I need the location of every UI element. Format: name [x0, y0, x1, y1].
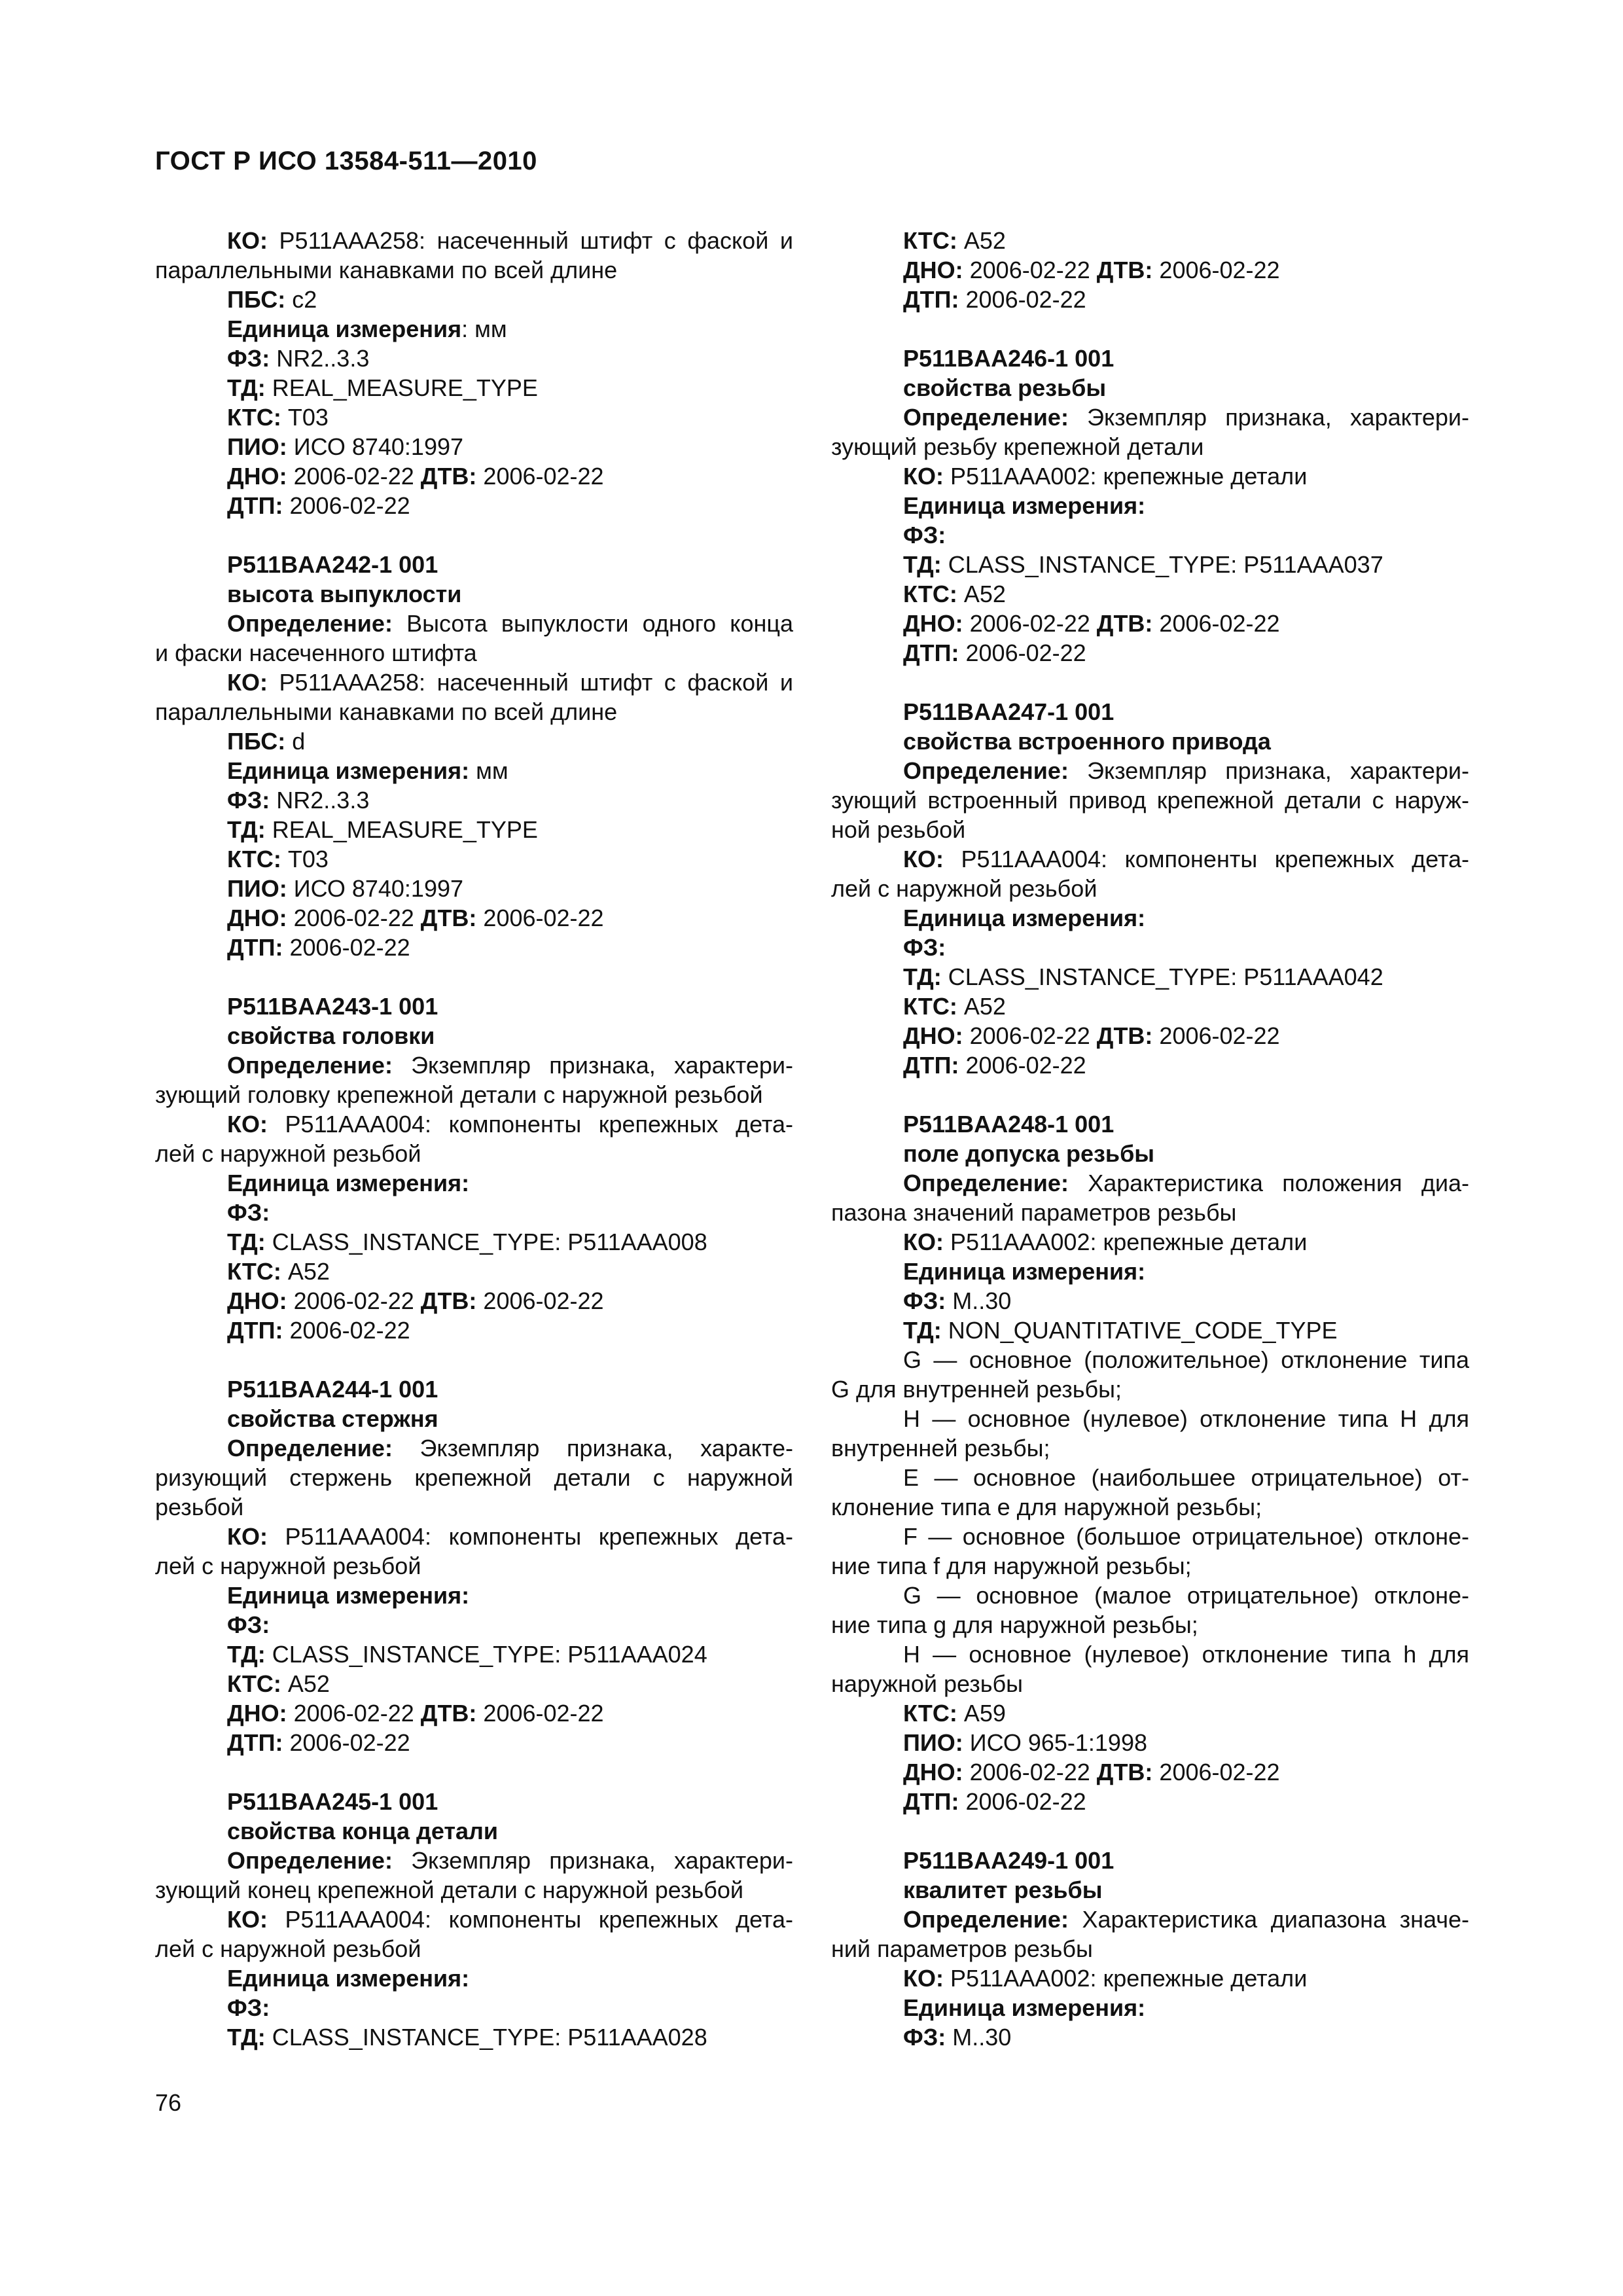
- text-line: зующий головку крепежной детали с наружной резьбой: [155, 1081, 763, 1108]
- field-value: Экземпляр признака, характе-: [392, 1435, 793, 1462]
- field-line: [155, 344, 793, 373]
- field-label: Определение:: [903, 404, 1069, 431]
- field-value: NR2..3.3: [270, 787, 370, 814]
- dates-line: [155, 1286, 793, 1316]
- field-label: КО:: [227, 1111, 268, 1138]
- field-value: 2006-02-22: [476, 905, 604, 931]
- field-value: Р511ААА002: крепежные детали: [943, 1965, 1308, 1992]
- entry-spacer: [831, 668, 1469, 697]
- field-label: ФЗ:: [227, 1994, 270, 2021]
- field-line: [831, 226, 1469, 255]
- field-value: Р511ААА258: насеченный штифт с фаской и: [267, 669, 793, 696]
- dates-line: [831, 255, 1469, 285]
- field-value: 2006-02-22: [963, 1022, 1097, 1049]
- field-label: Единица измерения:: [227, 1170, 470, 1196]
- field-label: ФЗ:: [227, 787, 270, 814]
- field-line: [831, 1993, 1469, 2022]
- field-line: [155, 491, 793, 520]
- field-line: [155, 2022, 793, 2052]
- field-value: А52: [957, 993, 1006, 1020]
- entry-spacer: [155, 520, 793, 550]
- field-label: ДТВ:: [1096, 257, 1153, 283]
- entry-spacer: [155, 962, 793, 992]
- field-value: 2006-02-22: [287, 1700, 421, 1727]
- field-value: Р511ААА004: компоненты крепежных дета-: [267, 1111, 793, 1138]
- field-value: А59: [957, 1700, 1006, 1727]
- field-value: мм: [469, 757, 508, 784]
- field-value: CLASS_INSTANCE_TYPE: P511AAA042: [941, 963, 1383, 990]
- field-label: КО:: [227, 1906, 268, 1933]
- field-value: 2006-02-22: [287, 463, 421, 490]
- field-line: [155, 1522, 793, 1551]
- field-line: [831, 1227, 1469, 1257]
- field-label: ФЗ:: [903, 934, 946, 961]
- entry-heading: свойства встроенного привода: [903, 728, 1271, 755]
- entry-heading: P511BAA242-1 001: [227, 551, 438, 578]
- field-line: [155, 403, 793, 432]
- field-label: ДТВ:: [420, 463, 477, 490]
- entry-spacer: [155, 1757, 793, 1787]
- field-line: [831, 1905, 1469, 1934]
- field-label: Единица измерения:: [903, 905, 1146, 931]
- field-label: ДТП:: [903, 639, 959, 666]
- field-value: ИСО 965-1:1998: [963, 1729, 1147, 1756]
- field-value: А52: [281, 1258, 330, 1285]
- field-line: [155, 1846, 793, 1875]
- text-line: клонение типа e для наружной резьбы;: [831, 1494, 1262, 1520]
- field-line: [155, 844, 793, 874]
- field-label: КО:: [227, 669, 268, 696]
- field-label: КТС:: [903, 993, 957, 1020]
- field-line: [155, 226, 793, 255]
- field-label: ПИО:: [227, 433, 287, 460]
- field-value: 2006-02-22: [959, 1052, 1086, 1079]
- text-line: лей с наружной резьбой: [155, 1140, 421, 1167]
- field-line: [155, 1227, 793, 1257]
- field-line: [831, 1257, 1469, 1286]
- text-line: зующий конец крепежной детали с наружной резьбой: [155, 1876, 743, 1903]
- field-value: А52: [281, 1670, 330, 1697]
- field-value: 2006-02-22: [283, 934, 410, 961]
- field-value: c2: [285, 286, 317, 313]
- text-line: лей с наружной резьбой: [155, 1935, 421, 1962]
- field-value: Р511ААА002: крепежные детали: [943, 1229, 1308, 1255]
- entry-spacer: [155, 1345, 793, 1374]
- field-line: [155, 874, 793, 903]
- field-value: А52: [957, 581, 1006, 607]
- field-label: ДНО:: [227, 1700, 287, 1727]
- field-label: ФЗ:: [227, 345, 270, 372]
- field-value: REAL_MEASURE_TYPE: [265, 816, 538, 843]
- field-line: [831, 403, 1469, 432]
- field-line: [155, 726, 793, 756]
- field-line: [155, 1109, 793, 1139]
- text-line: зующий резьбу крепежной детали: [831, 433, 1204, 460]
- field-label: ТД:: [227, 1229, 266, 1255]
- field-line: [831, 1050, 1469, 1080]
- text-line: пазона значений параметров резьбы: [831, 1199, 1237, 1226]
- text-line: ний параметров резьбы: [831, 1935, 1093, 1962]
- entry-spacer: [831, 1080, 1469, 1109]
- field-label: ДТВ:: [1096, 610, 1153, 637]
- field-label: ДНО:: [227, 1287, 287, 1314]
- field-label: Определение:: [227, 610, 393, 637]
- field-line: [155, 1728, 793, 1757]
- right-column: [831, 226, 1469, 2052]
- field-line: [155, 815, 793, 844]
- field-label: КО:: [903, 463, 944, 490]
- field-value: CLASS_INSTANCE_TYPE: P511AAA024: [265, 1641, 707, 1668]
- field-label: ДТВ:: [420, 1700, 477, 1727]
- field-value: 2006-02-22: [476, 1287, 604, 1314]
- entry-spacer: [831, 314, 1469, 344]
- field-label: ФЗ:: [227, 1611, 270, 1638]
- entry-heading: свойства резьбы: [903, 374, 1107, 401]
- field-label: КТС:: [903, 1700, 957, 1727]
- field-label: ДТП:: [227, 492, 283, 519]
- field-value: 2006-02-22: [287, 905, 421, 931]
- field-label: ДТВ:: [1096, 1022, 1153, 1049]
- field-line: [831, 520, 1469, 550]
- field-label: Единица измерения:: [903, 1258, 1146, 1285]
- field-label: Единица измерения:: [227, 1965, 470, 1992]
- field-label: Единица измерения:: [227, 757, 470, 784]
- field-line: [831, 1964, 1469, 1993]
- entry-heading: свойства головки: [227, 1022, 435, 1049]
- dates-line: [155, 461, 793, 491]
- field-line: [155, 1168, 793, 1198]
- field-label: КО:: [903, 846, 944, 872]
- field-label: Единица измерения:: [903, 1994, 1146, 2021]
- text-line: параллельными канавками по всей длине: [155, 257, 618, 283]
- field-label: Единица измерения:: [227, 1582, 470, 1609]
- field-value: 2006-02-22: [959, 639, 1086, 666]
- field-line: [155, 373, 793, 403]
- text-line: F — основное (большое отрицательное) отклоне-: [903, 1523, 1469, 1550]
- field-label: ДТП:: [227, 934, 283, 961]
- dates-line: [831, 1757, 1469, 1787]
- field-value: Характеристика положения диа-: [1068, 1170, 1469, 1196]
- field-line: [155, 1964, 793, 1993]
- field-label: ФЗ:: [227, 1199, 270, 1226]
- field-line: [155, 1669, 793, 1698]
- field-label: ДНО:: [227, 905, 287, 931]
- entry-heading: P511BAA243-1 001: [227, 993, 438, 1020]
- field-value: 2006-02-22: [476, 1700, 604, 1727]
- field-value: 2006-02-22: [1152, 1022, 1280, 1049]
- field-line: [831, 1316, 1469, 1345]
- field-label: ДНО:: [903, 1759, 963, 1785]
- field-label: Определение:: [903, 1170, 1069, 1196]
- entry-heading: свойства стержня: [227, 1405, 438, 1432]
- field-label: ПИО:: [227, 875, 287, 902]
- text-line: H — основное (нулевое) отклонение типа H для: [903, 1405, 1469, 1432]
- page-number: 76: [155, 2089, 182, 2116]
- field-value: ИСО 8740:1997: [287, 433, 464, 460]
- text-line: наружной резьбы: [831, 1670, 1024, 1697]
- field-label: ПБС:: [227, 286, 286, 313]
- field-line: [155, 933, 793, 962]
- field-line: [155, 1993, 793, 2022]
- field-label: ТД:: [227, 2024, 266, 2051]
- field-value: ИСО 8740:1997: [287, 875, 464, 902]
- field-line: [155, 1316, 793, 1345]
- field-line: [155, 1050, 793, 1080]
- field-label: ФЗ:: [903, 522, 946, 548]
- entry-spacer: [831, 1816, 1469, 1846]
- field-value: M..30: [946, 1287, 1012, 1314]
- entry-heading: P511BAA249-1 001: [903, 1847, 1115, 1874]
- field-value: Р511ААА004: компоненты крепежных дета-: [267, 1523, 793, 1550]
- field-value: NR2..3.3: [270, 345, 370, 372]
- field-line: [155, 1905, 793, 1934]
- field-label: Определение:: [227, 1052, 393, 1079]
- text-line: параллельными канавками по всей длине: [155, 698, 618, 725]
- field-line: [831, 1286, 1469, 1316]
- field-value: Р511ААА002: крепежные детали: [943, 463, 1308, 490]
- field-value: 2006-02-22: [283, 1317, 410, 1344]
- field-line: [831, 550, 1469, 579]
- dates-line: [155, 903, 793, 933]
- field-value: Р511ААА004: компоненты крепежных дета-: [943, 846, 1469, 872]
- field-value: CLASS_INSTANCE_TYPE: P511AAA037: [941, 551, 1383, 578]
- dates-line: [831, 1021, 1469, 1050]
- field-value: NON_QUANTITATIVE_CODE_TYPE: [941, 1317, 1338, 1344]
- text-line: ризующий стержень крепежной детали с наружной: [155, 1464, 793, 1491]
- field-label: КТС:: [227, 1670, 281, 1697]
- text-line: и фаски насеченного штифта: [155, 639, 477, 666]
- entry-heading: квалитет резьбы: [903, 1876, 1103, 1903]
- entry-heading: P511BAA247-1 001: [903, 698, 1115, 725]
- field-value: Т03: [281, 846, 329, 872]
- field-label: КО:: [903, 1229, 944, 1255]
- field-value: CLASS_INSTANCE_TYPE: P511AAA028: [265, 2024, 707, 2051]
- field-value: 2006-02-22: [1152, 257, 1280, 283]
- field-label: Единица измерения: [227, 315, 462, 342]
- field-label: ДТП:: [227, 1317, 283, 1344]
- field-label: ДТП:: [227, 1729, 283, 1756]
- field-value: Р511ААА258: насеченный штифт с фаской и: [267, 227, 793, 254]
- field-value: 2006-02-22: [959, 1788, 1086, 1815]
- field-label: КО:: [903, 1965, 944, 1992]
- field-value: 2006-02-22: [963, 610, 1097, 637]
- field-line: [831, 638, 1469, 668]
- entry-heading: P511BAA244-1 001: [227, 1376, 438, 1403]
- field-line: [831, 1168, 1469, 1198]
- entry-heading: P511BAA246-1 001: [903, 345, 1115, 372]
- field-label: ТД:: [903, 551, 942, 578]
- field-label: ПИО:: [903, 1729, 963, 1756]
- field-label: Определение:: [903, 757, 1069, 784]
- field-label: ДТВ:: [420, 1287, 477, 1314]
- dates-line: [155, 1698, 793, 1728]
- field-value: 2006-02-22: [283, 1729, 410, 1756]
- field-label: ТД:: [227, 816, 266, 843]
- field-value: CLASS_INSTANCE_TYPE: P511AAA008: [265, 1229, 707, 1255]
- text-line: резьбой: [155, 1494, 244, 1520]
- field-line: [155, 1198, 793, 1227]
- text-line: G для внутренней резьбы;: [831, 1376, 1122, 1403]
- field-line: [831, 2022, 1469, 2052]
- field-label: ТД:: [903, 1317, 942, 1344]
- field-line: [155, 1640, 793, 1669]
- field-line: [831, 992, 1469, 1021]
- field-value: M..30: [946, 2024, 1012, 2051]
- field-value: Т03: [281, 404, 329, 431]
- entry-heading: поле допуска резьбы: [903, 1140, 1155, 1167]
- field-line: [155, 668, 793, 697]
- field-value: Экземпляр признака, характери-: [392, 1052, 793, 1079]
- text-line: ние типа g для наружной резьбы;: [831, 1611, 1198, 1638]
- text-line: ние типа f для наружной резьбы;: [831, 1552, 1192, 1579]
- field-line: [831, 1728, 1469, 1757]
- field-value: 2006-02-22: [959, 286, 1086, 313]
- field-line: [155, 785, 793, 815]
- entry-heading: P511BAA248-1 001: [903, 1111, 1115, 1138]
- field-label: ФЗ:: [903, 2024, 946, 2051]
- field-value: REAL_MEASURE_TYPE: [265, 374, 538, 401]
- field-label: ФЗ:: [903, 1287, 946, 1314]
- field-label: ДНО:: [903, 257, 963, 283]
- field-line: [831, 933, 1469, 962]
- field-label: Определение:: [903, 1906, 1069, 1933]
- field-value: 2006-02-22: [287, 1287, 421, 1314]
- field-label: Единица измерения:: [903, 492, 1146, 519]
- field-value: d: [285, 728, 306, 755]
- field-line: [155, 1257, 793, 1286]
- field-value: 2006-02-22: [283, 492, 410, 519]
- field-value: Экземпляр признака, характери-: [1068, 757, 1469, 784]
- field-line: [831, 285, 1469, 314]
- field-label: ДНО:: [227, 463, 287, 490]
- field-label: ДТВ:: [420, 905, 477, 931]
- field-value: Экземпляр признака, характери-: [392, 1847, 793, 1874]
- field-value: Р511ААА004: компоненты крепежных дета-: [267, 1906, 793, 1933]
- text-line: лей с наружной резьбой: [155, 1552, 421, 1579]
- text-line: G — основное (положительное) отклонение типа: [903, 1346, 1469, 1373]
- field-value: 2006-02-22: [1152, 610, 1280, 637]
- field-label: КТС:: [227, 404, 281, 431]
- field-value: 2006-02-22: [963, 1759, 1097, 1785]
- field-label: ДТП:: [903, 1788, 959, 1815]
- field-label: ТД:: [227, 374, 266, 401]
- field-label: ДТП:: [903, 1052, 959, 1079]
- field-line: [155, 285, 793, 314]
- field-line: [155, 1610, 793, 1640]
- field-line: [155, 609, 793, 638]
- text-line: E — основное (наибольшее отрицательное) от-: [903, 1464, 1469, 1491]
- field-line: [155, 756, 793, 785]
- left-column: [155, 226, 793, 2052]
- field-label: ДТВ:: [1096, 1759, 1153, 1785]
- field-label: Определение:: [227, 1435, 393, 1462]
- field-value: 2006-02-22: [476, 463, 604, 490]
- field-line: [831, 756, 1469, 785]
- field-label: КТС:: [227, 1258, 281, 1285]
- text-line: G — основное (малое отрицательное) отклоне-: [903, 1582, 1469, 1609]
- field-line: [831, 903, 1469, 933]
- field-value: А52: [957, 227, 1006, 254]
- field-value: Экземпляр признака, характери-: [1068, 404, 1469, 431]
- field-label: КО:: [227, 1523, 268, 1550]
- field-label: ДНО:: [903, 610, 963, 637]
- field-label: ДТП:: [903, 286, 959, 313]
- field-value: Характеристика диапазона значе-: [1068, 1906, 1469, 1933]
- field-label: Определение:: [227, 1847, 393, 1874]
- field-line: [831, 1787, 1469, 1816]
- text-line: H — основное (нулевое) отклонение типа h для: [903, 1641, 1469, 1668]
- field-value: Высота выпуклости одного конца: [392, 610, 793, 637]
- field-label: КТС:: [227, 846, 281, 872]
- field-line: [831, 1698, 1469, 1728]
- field-label: ДНО:: [903, 1022, 963, 1049]
- document-header: ГОСТ Р ИСО 13584-511—2010: [155, 147, 537, 175]
- entry-heading: P511BAA245-1 001: [227, 1788, 438, 1815]
- field-label: ТД:: [903, 963, 942, 990]
- field-line: [831, 844, 1469, 874]
- field-line: [831, 461, 1469, 491]
- field-line: [831, 491, 1469, 520]
- field-line: [831, 962, 1469, 992]
- text-line: зующий встроенный привод крепежной детали с наруж-: [831, 787, 1469, 814]
- field-label: ПБС:: [227, 728, 286, 755]
- field-label: КО:: [227, 227, 268, 254]
- field-line: [155, 314, 793, 344]
- field-value: 2006-02-22: [963, 257, 1097, 283]
- field-line: [155, 1433, 793, 1463]
- field-line: [155, 1581, 793, 1610]
- entry-heading: высота выпуклости: [227, 581, 462, 607]
- field-line: [831, 579, 1469, 609]
- field-value: 2006-02-22: [1152, 1759, 1280, 1785]
- dates-line: [831, 609, 1469, 638]
- field-label: КТС:: [903, 581, 957, 607]
- entry-heading: свойства конца детали: [227, 1818, 499, 1844]
- text-line: внутренней резьбы;: [831, 1435, 1050, 1462]
- text-line: ной резьбой: [831, 816, 966, 843]
- field-label: КТС:: [903, 227, 957, 254]
- text-line: лей с наружной резьбой: [831, 875, 1097, 902]
- field-label: ТД:: [227, 1641, 266, 1668]
- field-value: : мм: [461, 315, 507, 342]
- field-line: [155, 432, 793, 461]
